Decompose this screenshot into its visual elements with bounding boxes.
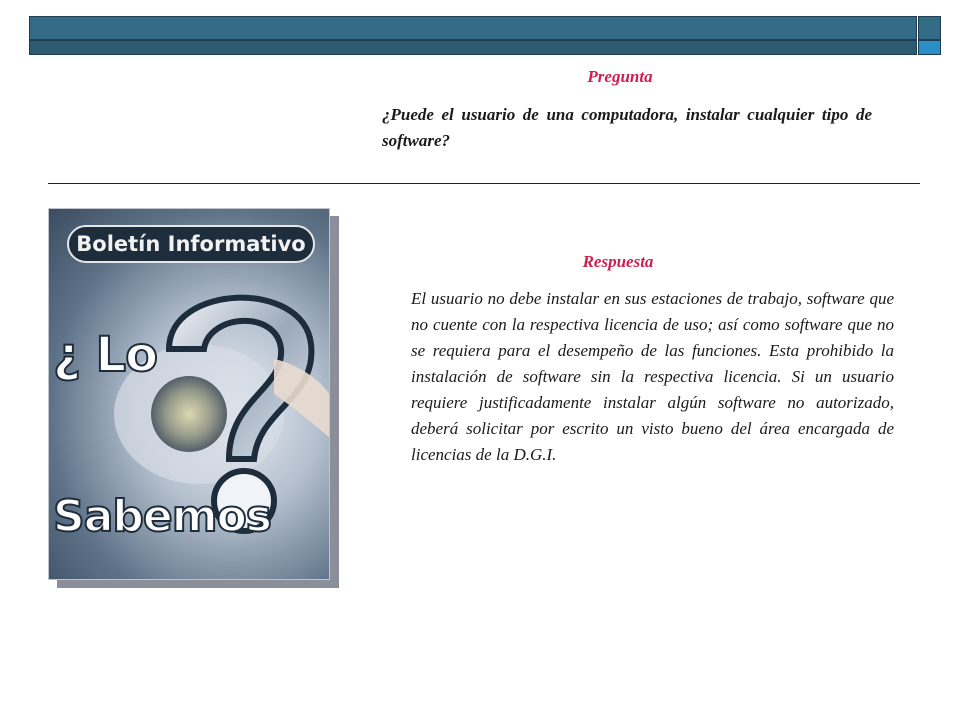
header-bar-top-cap bbox=[918, 16, 941, 40]
bulletin-title: Boletín Informativo bbox=[67, 225, 315, 263]
answer-text: El usuario no debe instalar en sus estaciones de trabajo, software que no cuente con la respectiva licencia de uso; así como software que no se requiera para el desempeño de las funciones. Esta prohibido la instalación de software sin la respectiva licencia. Si un usuario requiere justificadamente instalar algún software no autorizado, deberá solicitar por escrito un visto bueno del área encargada de licencias de la D.G.I. bbox=[411, 289, 894, 464]
answer-heading: Respuesta bbox=[582, 252, 654, 271]
section-divider bbox=[48, 183, 920, 184]
bulletin-line1: ¿ Lo bbox=[53, 327, 158, 383]
bulletin-line2: Sabemos bbox=[53, 491, 271, 542]
question-text: ¿Puede el usuario de una computadora, instalar cualquier tipo de software? bbox=[382, 105, 872, 150]
header-bar-bottom bbox=[29, 40, 917, 55]
header-bar-top bbox=[29, 16, 917, 40]
bulletin-image bbox=[48, 208, 330, 580]
header-bar-bottom-cap bbox=[918, 40, 941, 55]
question-heading: Pregunta bbox=[587, 67, 653, 86]
